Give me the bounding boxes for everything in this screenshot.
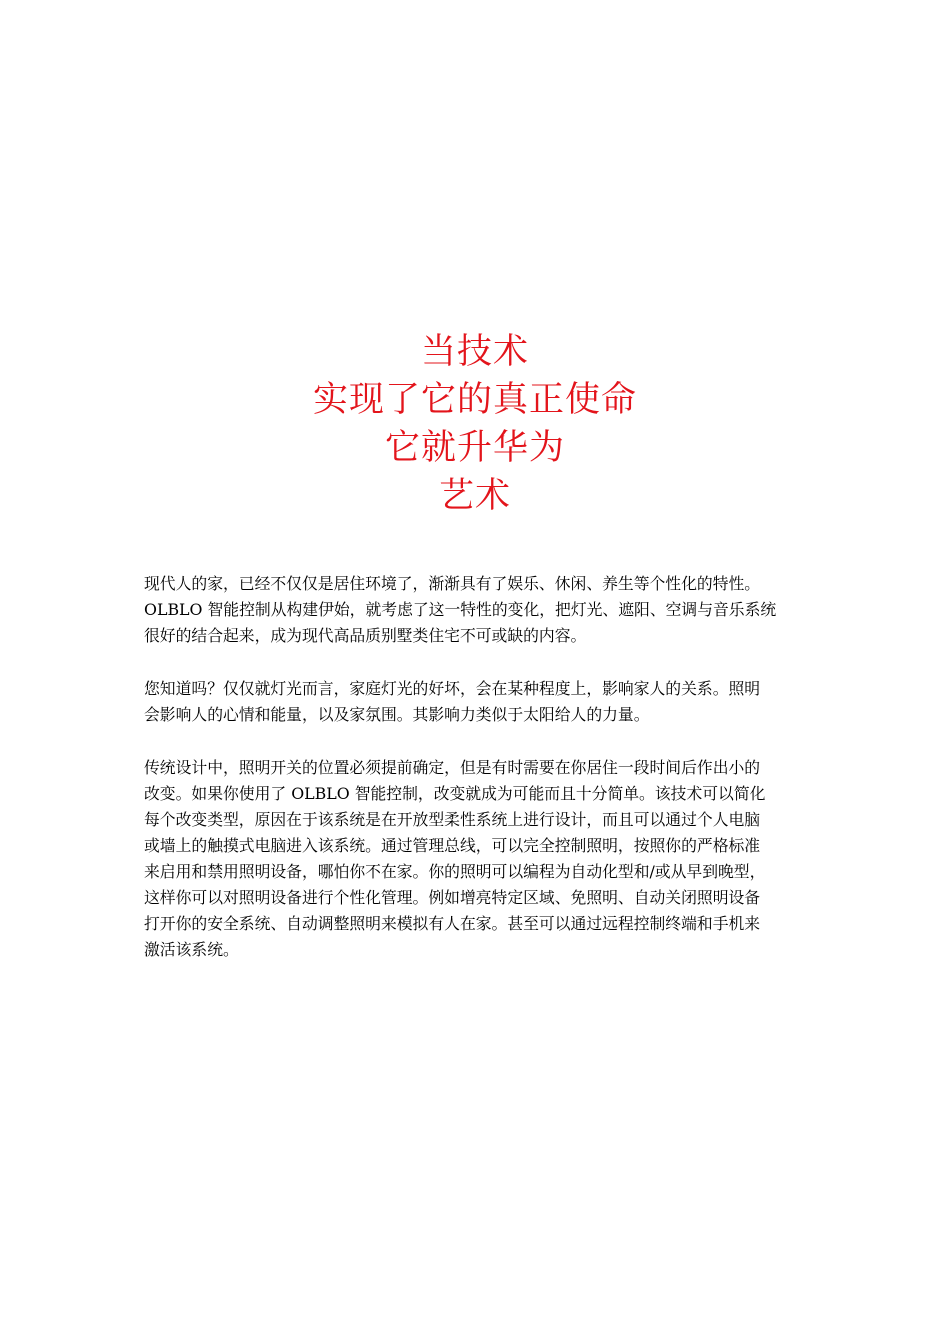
headline-line: 实现了它的真正使命 (312, 380, 637, 420)
paragraph-lighting (144, 676, 810, 728)
headline-line: 当技术 (420, 332, 529, 372)
paragraph-control (144, 755, 810, 963)
paragraph-line: 您知道吗？仅仅就灯光而言，家庭灯光的好坏，会在某种程度上，影响家人的关系。照明 (144, 679, 761, 698)
paragraph-line: 现代人的家，已经不仅仅是居住环境了，渐渐具有了娱乐、休闲、养生等个性化的特性。 (144, 574, 761, 593)
paragraph-line: 打开你的安全系统、自动调整照明来模拟有人在家。甚至可以通过远程控制终端和手机来 (144, 914, 761, 933)
paragraph-line: 会影响人的心情和能量，以及家氛围。其影响力类似于太阳给人的力量。 (144, 705, 650, 724)
paragraph-line: OLBLO 智能控制从构建伊始，就考虑了这一特性的变化，把灯光、遮阳、空调与音乐系统 (144, 600, 777, 619)
headline-line: 它就升华为 (384, 428, 565, 468)
paragraph-line: 来启用和禁用照明设备，哪怕你不在家。你的照明可以编程为自动化型和/或从早到晚型， (144, 862, 766, 881)
paragraph-line: 每个改变类型，原因在于该系统是在开放型柔性系统上进行设计，而且可以通过个人电脑 (144, 810, 761, 829)
paragraph-line: 改变。如果你使用了 OLBLO 智能控制，改变就成为可能而且十分简单。该技术可以简化 (144, 784, 766, 803)
paragraph-line: 传统设计中，照明开关的位置必须提前确定，但是有时需要在你居住一段时间后作出小的 (144, 758, 761, 777)
paragraph-intro (144, 571, 810, 649)
headline (0, 328, 950, 520)
paragraph-line: 很好的结合起来，成为现代高品质别墅类住宅不可或缺的内容。 (144, 626, 587, 645)
paragraph-line: 这样你可以对照明设备进行个性化管理。例如增亮特定区域、免照明、自动关闭照明设备 (144, 888, 761, 907)
paragraph-line: 或墙上的触摸式电脑进入该系统。通过管理总线，可以完全控制照明，按照你的严格标准 (144, 836, 761, 855)
body-text (144, 571, 810, 990)
paragraph-line: 激活该系统。 (144, 940, 239, 959)
headline-line: 艺术 (438, 476, 511, 516)
